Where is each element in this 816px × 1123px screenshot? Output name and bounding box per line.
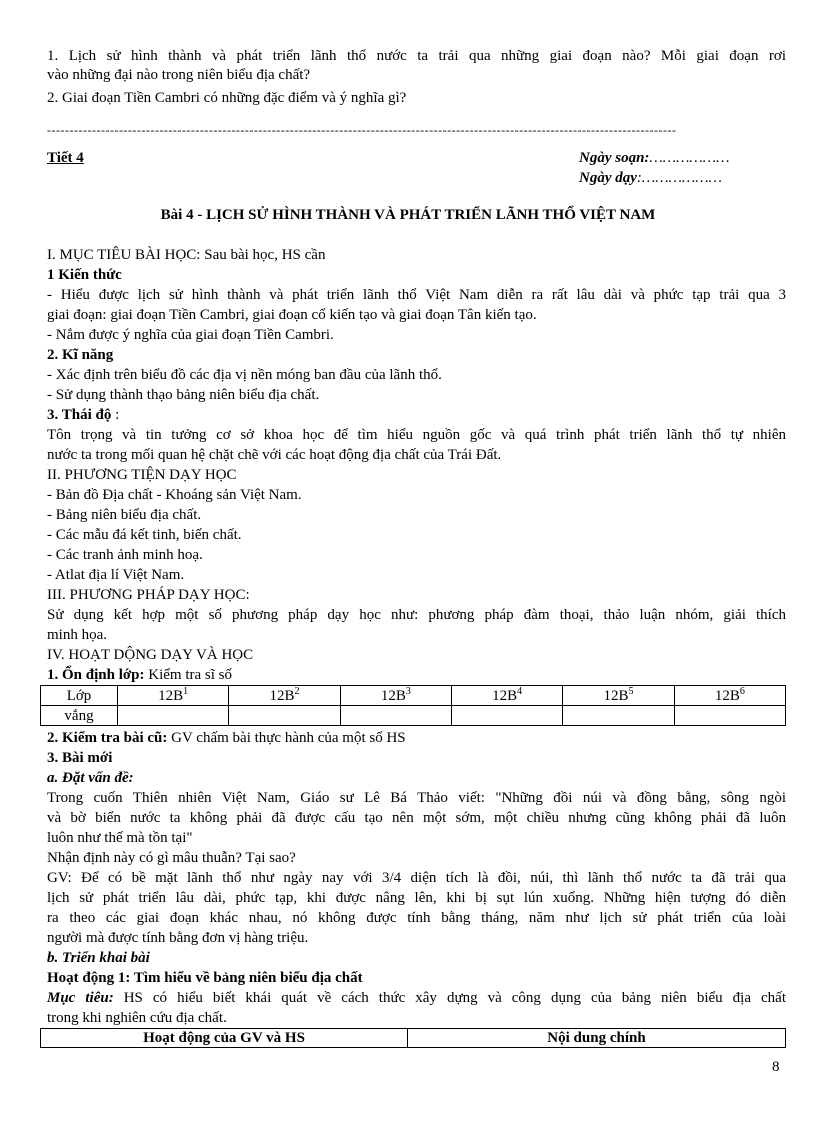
introduction-line: và bờ biển nước ta không phải đã được cấu tạo nên một sớm, một chiều nhưng cũng không phải đã luôn [47, 810, 786, 826]
skills-heading: 2. Kĩ năng [47, 347, 114, 363]
activity-1-heading: Hoạt động 1: Tìm hiểu về bảng niên biểu địa chất [47, 970, 363, 986]
skills-line: - Xác định trên biểu đồ các địa vị nền móng ban đầu của lãnh thổ. [47, 367, 442, 383]
material-item: - Bản đồ Địa chất - Khoáng sản Việt Nam. [47, 487, 302, 503]
question-2: 2. Giai đoạn Tiền Cambri có những đặc điểm và ý nghĩa gì? [47, 90, 407, 106]
class-cell: $12B^5$ [563, 686, 674, 706]
absent-cell [340, 706, 451, 726]
attitude-colon: : [111, 407, 120, 423]
prep-date [579, 149, 729, 167]
activity-table [40, 1028, 786, 1048]
new-lesson-heading: 3. Bài mới [47, 750, 113, 766]
question-1-line-1: 1. Lịch sử hình thành và phát triển lãnh thổ nước ta trải qua những giai đoạn nào? Mỗi giai đoạn rơi [47, 48, 786, 64]
method-line: minh họa. [47, 627, 107, 643]
prep-date-label: Ngày soạn: [579, 150, 650, 166]
knowledge-line: - Nắm được ý nghĩa của giai đoạn Tiền Cambri. [47, 327, 334, 343]
material-item: - Atlat địa lí Việt Nam. [47, 567, 185, 583]
class-cell: $12B^6$ [674, 686, 785, 706]
class-cell: $12B^3$ [340, 686, 451, 706]
knowledge-heading: 1 Kiến thức [47, 267, 122, 283]
activity-table-header: Hoạt động của GV và HS [41, 1029, 408, 1048]
lesson-number: Tiết 4 [47, 150, 84, 166]
objective-label: Mục tiêu: [47, 990, 114, 1006]
section-3-heading: III. PHƯƠNG PHÁP DẠY HỌC: [47, 587, 250, 603]
class-cell: $12B^4$ [451, 686, 562, 706]
section-4-heading: IV. HOẠT DỘNG DẠY VÀ HỌC [47, 647, 254, 663]
knowledge-line: - Hiểu được lịch sử hình thành và phát triển lãnh thổ Việt Nam diễn ra rất lâu dài và phức tạp trải qua 3 [47, 287, 786, 303]
class-check-heading [47, 666, 786, 684]
lesson-title: Bài 4 - LỊCH SỬ HÌNH THÀNH VÀ PHÁT TRIỂN LÃNH THỔ VIỆT NAM [160, 207, 656, 223]
page-number: 8 [772, 1059, 780, 1075]
material-item: - Bảng niên biểu địa chất. [47, 507, 202, 523]
introduction-line: lịch sử phát triển lâu dài, phức tạp, khi được nâng lên, khi bị sụt lún xuống. Những hiện tượng đó diễn [47, 890, 786, 906]
activity-table-header: Nội dung chính [408, 1029, 786, 1048]
attendance-table [40, 685, 786, 726]
objective-text: HS có hiểu biết khái quát về cách thức xây dựng và công dụng của bảng niên biểu địa chất [113, 990, 786, 1006]
teach-date-label: Ngày dạy [579, 170, 637, 186]
class-check-text: Kiểm tra sĩ số [144, 667, 233, 683]
separator-line: -------------------------------------------------------------------------------------------------------------------------------------------- [47, 123, 677, 137]
table-row [41, 686, 786, 706]
absent-cell [118, 706, 229, 726]
question-1-line-2: vào những đại nào trong niên biểu địa chất? [47, 67, 311, 83]
introduction-line: Nhận định này có gì mâu thuẫn? Tại sao? [47, 850, 296, 866]
homework-check-heading [47, 729, 786, 747]
homework-check-text: GV chấm bài thực hành của một số HS [167, 730, 406, 746]
objective-line [47, 989, 786, 1007]
table-row [41, 1029, 786, 1048]
absent-cell [229, 706, 340, 726]
teach-date [579, 169, 722, 187]
attitude-heading [47, 406, 786, 424]
attitude-line: nước ta trong mối quan hệ chặt chẽ với các hoạt động địa chất của Trái Đất. [47, 447, 502, 463]
absent-cell [674, 706, 785, 726]
class-check-title: 1. Ổn định lớp: [47, 667, 145, 683]
introduction-line: luôn như thế mà tồn tại" [47, 830, 193, 846]
attitude-line: Tôn trọng và tin tưởng cơ sở khoa học để tìm hiểu nguồn gốc và quá trình phát triển lãnh thổ tự nhiên [47, 427, 786, 443]
section-1-subtitle: Sau bài học, HS cần [200, 247, 326, 263]
introduction-line: người mà được tính bằng đơn vị hàng triệu. [47, 930, 309, 946]
knowledge-line: giai đoạn: giai đoạn Tiền Cambri, giai đoạn cổ kiến tạo và giai đoạn Tân kiến tạo. [47, 307, 537, 323]
prep-date-value: ……………… [649, 150, 730, 166]
material-item: - Các tranh ảnh minh hoạ. [47, 547, 203, 563]
table-row [41, 706, 786, 726]
teach-date-value: :……………… [636, 170, 722, 186]
material-item: - Các mẫu đá kết tinh, biến chất. [47, 527, 242, 543]
table-header-cell: Lớp [41, 686, 118, 706]
attitude-title: 3. Thái độ [47, 407, 112, 423]
skills-line: - Sử dụng thành thạo bảng niên biểu địa chất. [47, 387, 320, 403]
absent-cell [563, 706, 674, 726]
section-2-heading: II. PHƯƠNG TIỆN DẠY HỌC [47, 467, 237, 483]
table-header-cell: vắng [41, 706, 118, 726]
class-cell: $12B^2$ [229, 686, 340, 706]
method-line: Sử dụng kết hợp một số phương pháp dạy học như: phương pháp đàm thoại, thảo luận nhóm, giải thích [47, 607, 786, 623]
deployment-heading: b. Triển khai bài [47, 950, 150, 966]
section-1-title: I. MỤC TIÊU BÀI HỌC: [47, 247, 201, 263]
absent-cell [451, 706, 562, 726]
class-cell: $12B^1$ [118, 686, 229, 706]
introduction-line: ra theo các giai đoạn khác nhau, nó không được tính bằng tháng, năm như lịch sử phát triển của loài [47, 910, 786, 926]
introduction-heading: a. Đặt vấn đề: [47, 770, 134, 786]
section-1-heading [47, 246, 786, 264]
introduction-line: Trong cuốn Thiên nhiên Việt Nam, Giáo sư Lê Bá Thảo viết: "Những đồi núi và đồng bằng, sông ngòi [47, 790, 786, 806]
introduction-line: GV: Để có bề mặt lãnh thổ như ngày nay với 3/4 diện tích là đồi, núi, thì lãnh thổ nước ta đã trải qua [47, 870, 786, 886]
homework-check-title: 2. Kiểm tra bài cũ: [47, 730, 168, 746]
objective-line: trong khi nghiên cứu địa chất. [47, 1010, 227, 1026]
